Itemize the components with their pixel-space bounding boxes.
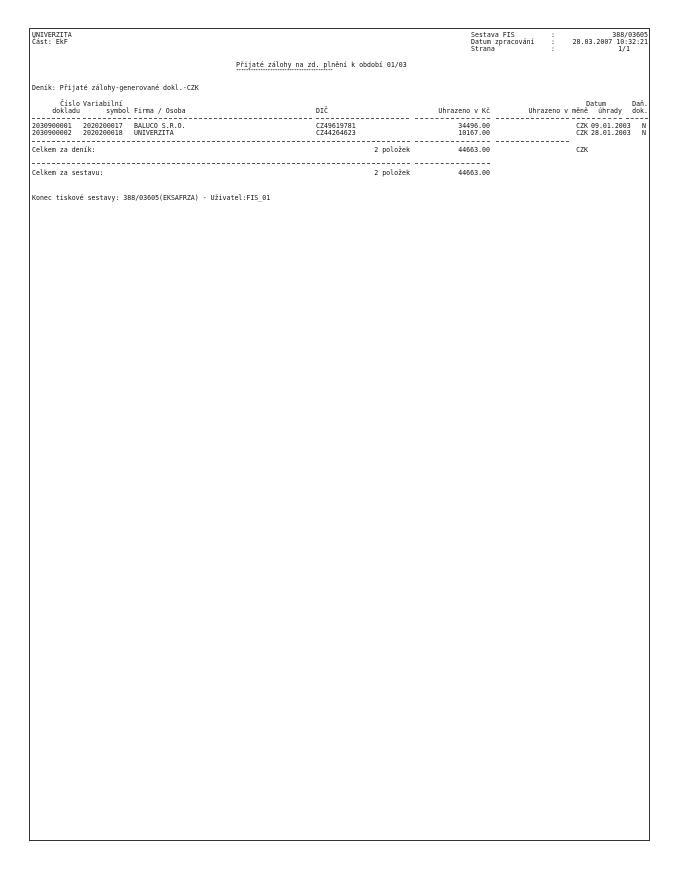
page-label: Strana [471,45,495,53]
processed-label: Datum zpracování [471,38,535,46]
row-kc: 34496.00 [458,122,490,130]
row-doklad: 2030900002 [32,129,72,137]
row-datum: 28.01.2003 [591,129,631,137]
col-cislo-2: dokladu [52,107,80,115]
processed-date: 28.03.2007 10:32:21 [572,38,648,46]
row-firma: UNIVERZITA [134,129,174,137]
col-uhrazeno-mena: Uhrazeno v měně [528,107,588,115]
row-dic: CZ44264623 [316,129,356,137]
row-firma: BALUCO S.R.O. [134,122,186,130]
report-end-text: Konec tiskové sestavy: 388/03605(EKSAFRZA) - Uživatel:FIS_01 [32,194,271,202]
col-var-1: Variabilní [83,100,123,108]
row-vs: 2020200017 [83,122,123,130]
col-var-2: symbol [106,107,130,115]
journal-total-label: Celkem za deník: [32,146,96,154]
rule-total-journal-kc [415,141,490,142]
row-doklad: 2030900001 [32,122,72,130]
row-vs: 2020200018 [83,129,123,137]
col-cislo-1: Číslo [60,100,80,108]
row-datum: 09.01.2003 [591,122,631,130]
rule-total-journal [32,141,410,142]
col-uhrazeno-kc: Uhrazeno v Kč [438,107,490,115]
processed-colon: : [551,38,555,46]
rule-datum [592,118,622,119]
row-mena: CZK [576,129,588,137]
rule-total-report [32,163,410,164]
journal-total-currency: CZK [576,146,588,154]
rule-meneleft [572,118,590,119]
rule-cislo [32,118,80,119]
report-total-label: Celkem za sestavu: [32,169,104,177]
rule-kc [415,118,490,119]
rule-total-journal-mena [496,141,569,142]
report-total-count: 2 položek [374,169,410,177]
col-dan-1: Daň. [632,100,648,108]
report-colon: : [551,31,555,39]
rule-firma [134,118,312,119]
col-datum-1: Datum [586,100,606,108]
org-name: UNIVERZITA [32,31,72,39]
rule-dan [626,118,648,119]
journal-total-count: 2 položek [374,146,410,154]
journal-total-sum: 44663.00 [458,146,490,154]
report-total-sum: 44663.00 [458,169,490,177]
rule-total-report-kc [415,163,490,164]
row-dic: CZ49619781 [316,122,356,130]
rule-mena [496,118,569,119]
journal-label: Deník: Přijaté zálohy-generované dokl.-CZK [32,84,199,92]
rule-var [83,118,131,119]
row-mena: CZK [576,122,588,130]
row-dan: N [642,129,646,137]
col-firma: Firma / Osoba [134,107,186,115]
page-colon: : [551,45,555,53]
report-title: Přijaté zálohy na zd. plnění k období 01/03 [236,61,407,69]
col-dic: DIČ [316,107,328,115]
report-label: Sestava FIS [471,31,515,39]
row-dan: N [642,122,646,130]
rule-dic [316,118,409,119]
row-kc: 10167.00 [458,129,490,137]
org-part: Část: EkF [32,38,68,46]
col-datum-2: úhrady [598,107,622,115]
col-dan-2: dok. [632,107,648,115]
report-page [29,28,650,841]
title-underline: **************************************** [236,69,333,74]
page-number: 1/1 [618,45,630,53]
report-number: 388/03605 [612,31,648,39]
